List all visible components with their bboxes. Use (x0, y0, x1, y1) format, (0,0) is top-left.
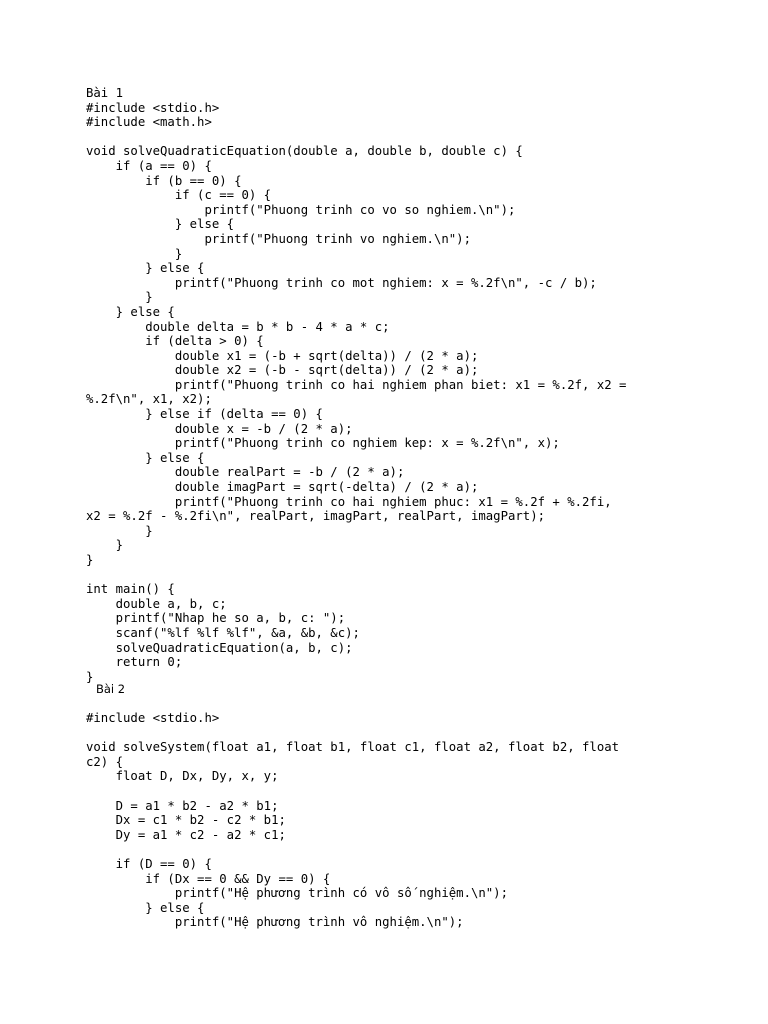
exercise-2-code: #include <stdio.h> void solveSystem(float a1, float b1, float c1, float a2, float b2, float c2) { float D, Dx, Dy, x, y; D = a1 * b2 - a2 * b1; Dx = c1 * b2 - c2 * b1; Dy = a1 * c2 - a2 * c1; if (D == 0) { if (Dx == 0 && Dy == 0) { printf("Hệ phương trình có vô số nghiệm.\n"); } else { printf("Hệ phương trình vô nghiệm.\n"); (86, 711, 620, 930)
exercise-2-heading: Bài 2 (96, 682, 126, 696)
exercise-1-code: Bài 1 #include <stdio.h> #include <math.h> void solveQuadraticEquation(double a, double b, double c) { if (a == 0) { if (b == 0) { if (c == 0) { printf("Phuong trinh co vo so nghiem.\n"); } else { printf("Phuong trinh vo nghiem.\n"); } } else { printf("Phuong trinh co mot nghiem: x = %.2f\n", -c / b); } } else { double delta = b * b - 4 * a * c; if (delta > 0) { double x1 = (-b + sqrt(delta)) / (2 * a); double x2 = (-b - sqrt(delta)) / (2 * a); printf("Phuong trinh co hai nghiem phan biet: x1 = %.2f, x2 = %.2f\n", x1, x2); } else if (delta == 0) { double x = -b / (2 * a); printf("Phuong trinh co nghiem kep: x = %.2f\n", x); } else { double realPart = -b / (2 * a); double imagPart = sqrt(-delta) / (2 * a); printf("Phuong trinh co hai nghiem phuc: x1 = %.2f + %.2fi, x2 = %.2f - %.2fi\n", realPart, imagPart, realPart, imagPart); } } } int main() { double a, b, c; printf("Nhap he so a, b, c: "); scanf("%lf %lf %lf", &a, &b, &c); solveQuadraticEquation(a, b, c); return 0; } (86, 86, 627, 684)
